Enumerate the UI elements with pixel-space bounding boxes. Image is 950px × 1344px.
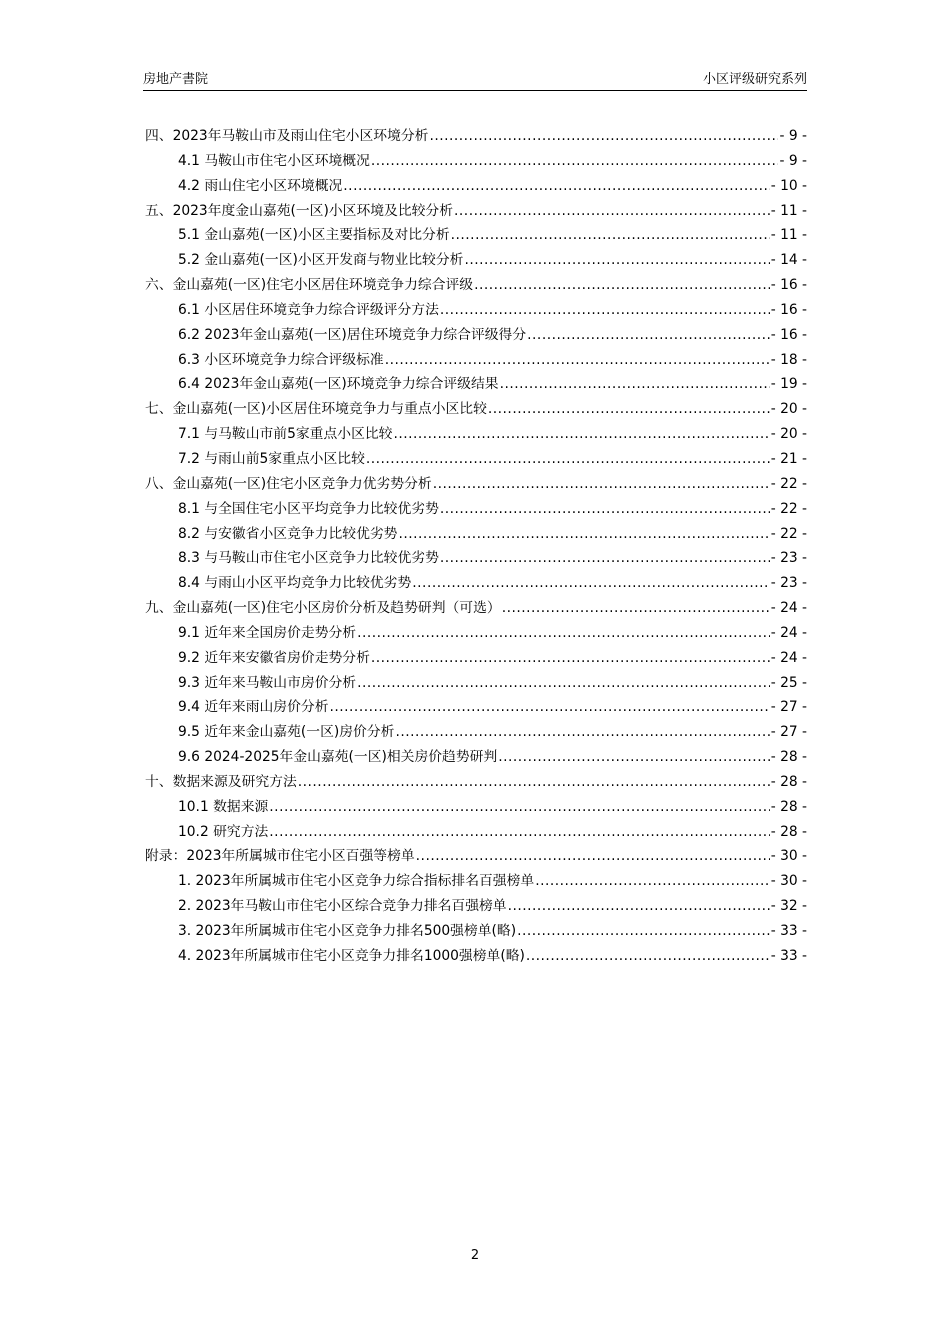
toc-entry-title: 9.1 近年来全国房价走势分析 — [178, 624, 357, 641]
toc-chapter-entry[interactable] — [145, 199, 807, 224]
toc-entry-page: - 20 - — [770, 426, 807, 443]
toc-entry-title: 8.2 与安徽省小区竞争力比较优劣势 — [178, 525, 398, 542]
toc-entry-title: 7.1 与马鞍山市前5家重点小区比较 — [178, 426, 393, 443]
toc-section-entry[interactable] — [145, 944, 807, 969]
toc-entry-page: - 27 - — [770, 699, 807, 716]
toc-dot-leader — [498, 745, 769, 770]
page-number: 2 — [470, 1248, 480, 1263]
toc-entry-page: - 24 - — [770, 649, 807, 666]
toc-dot-leader — [500, 372, 770, 397]
toc-entry-title: 6.2 2023年金山嘉苑(一区)居住环境竞争力综合评级得分 — [178, 326, 527, 343]
toc-chapter-entry[interactable] — [145, 124, 807, 149]
toc-dot-leader — [517, 919, 770, 944]
toc-entry-title: 3. 2023年所属城市住宅小区竞争力排名500强榜单(略) — [178, 923, 517, 939]
toc-entry-page: - 11 - — [770, 227, 807, 244]
toc-dot-leader — [393, 422, 769, 447]
toc-entry-page: - 24 - — [770, 600, 807, 617]
toc-dot-leader — [412, 571, 769, 596]
toc-dot-leader — [357, 621, 770, 646]
toc-dot-leader — [269, 795, 769, 820]
toc-section-entry[interactable] — [145, 869, 807, 894]
toc-chapter-entry[interactable] — [145, 472, 807, 497]
toc-entry-title: 10.2 研究方法 — [178, 823, 269, 840]
toc-entry-title: 4.2 雨山住宅小区环境概况 — [178, 177, 343, 194]
toc-dot-leader — [298, 770, 770, 795]
toc-entry-page: - 22 - — [770, 525, 807, 542]
toc-entry-page: - 14 - — [770, 252, 807, 269]
toc-entry-page: - 16 - — [770, 301, 807, 318]
toc-entry-page: - 9 - — [779, 128, 807, 144]
toc-dot-leader — [433, 472, 770, 497]
toc-dot-leader — [330, 695, 770, 720]
toc-entry-title: 九、金山嘉苑(一区)住宅小区房价分析及趋势研判（可选） — [145, 600, 501, 617]
toc-dot-leader — [371, 149, 779, 174]
toc-section-entry[interactable] — [145, 820, 807, 845]
toc-entry-page: - 22 - — [770, 500, 807, 517]
toc-chapter-entry[interactable] — [145, 397, 807, 422]
toc-entry-title: 9.5 近年来金山嘉苑(一区)房价分析 — [178, 724, 395, 741]
toc-entry-title: 4.1 马鞍山市住宅小区环境概况 — [178, 152, 370, 169]
toc-dot-leader — [343, 174, 769, 199]
toc-section-entry[interactable] — [145, 348, 807, 373]
toc-entry-page: - 23 - — [770, 550, 807, 567]
toc-entry-title: 6.1 小区居住环境竞争力综合评级评分方法 — [178, 301, 439, 318]
toc-section-entry[interactable] — [145, 149, 807, 174]
table-of-contents — [145, 124, 807, 969]
toc-dot-leader — [440, 298, 770, 323]
toc-entry-title: 9.4 近年来雨山房价分析 — [178, 699, 329, 716]
toc-entry-page: - 22 - — [770, 475, 807, 492]
toc-entry-page: - 30 - — [770, 848, 807, 865]
toc-entry-page: - 20 - — [770, 401, 807, 418]
toc-entry-page: - 24 - — [770, 624, 807, 641]
toc-dot-leader — [464, 248, 769, 273]
toc-section-entry[interactable] — [145, 522, 807, 547]
toc-entry-page: - 32 - — [770, 898, 807, 915]
toc-section-entry[interactable] — [145, 621, 807, 646]
toc-entry-title: 七、金山嘉苑(一区)小区居住环境竞争力与重点小区比较 — [145, 401, 487, 418]
toc-entry-title: 8.4 与雨山小区平均竞争力比较优劣势 — [178, 575, 412, 592]
toc-entry-title: 4. 2023年所属城市住宅小区竞争力排名1000强榜单(略) — [178, 947, 525, 964]
toc-chapter-entry[interactable] — [145, 273, 807, 298]
toc-entry-page: - 9 - — [779, 152, 807, 169]
toc-section-entry[interactable] — [145, 671, 807, 696]
toc-entry-title: 四、2023年马鞍山市及雨山住宅小区环境分析 — [145, 128, 429, 144]
toc-dot-leader — [527, 323, 770, 348]
toc-dot-leader — [371, 646, 770, 671]
toc-section-entry[interactable] — [145, 894, 807, 919]
toc-entry-title: 9.3 近年来马鞍山市房价分析 — [178, 674, 357, 691]
toc-section-entry[interactable] — [145, 720, 807, 745]
toc-chapter-entry[interactable] — [145, 596, 807, 621]
toc-dot-leader — [488, 397, 770, 422]
toc-entry-page: - 19 - — [770, 376, 807, 393]
toc-entry-page: - 33 - — [770, 947, 807, 964]
page-header — [143, 68, 807, 91]
toc-entry-page: - 23 - — [770, 575, 807, 592]
toc-section-entry[interactable] — [145, 422, 807, 447]
toc-dot-leader — [440, 497, 770, 522]
toc-entry-page: - 11 - — [770, 202, 807, 219]
toc-section-entry[interactable] — [145, 646, 807, 671]
toc-section-entry[interactable] — [145, 795, 807, 820]
toc-entry-page: - 33 - — [770, 923, 807, 939]
toc-entry-title: 2. 2023年马鞍山市住宅小区综合竞争力排名百强榜单 — [178, 898, 507, 915]
toc-dot-leader — [429, 124, 778, 149]
toc-section-entry[interactable] — [145, 248, 807, 273]
toc-dot-leader — [398, 522, 769, 547]
toc-dot-leader — [535, 869, 770, 894]
toc-dot-leader — [440, 546, 770, 571]
toc-dot-leader — [416, 844, 770, 869]
header-series-title: 小区评级研究系列 — [702, 72, 807, 87]
toc-section-entry[interactable] — [145, 695, 807, 720]
toc-entry-page: - 27 - — [770, 724, 807, 741]
toc-entry-page: - 18 - — [770, 351, 807, 368]
toc-dot-leader — [502, 596, 770, 621]
toc-dot-leader — [366, 447, 770, 472]
toc-entry-page: - 25 - — [770, 674, 807, 691]
toc-section-entry[interactable] — [145, 571, 807, 596]
toc-entry-title: 六、金山嘉苑(一区)住宅小区居住环境竞争力综合评级 — [145, 277, 474, 294]
toc-dot-leader — [451, 223, 770, 248]
toc-section-entry[interactable] — [145, 919, 807, 944]
toc-entry-title: 8.1 与全国住宅小区平均竞争力比较优劣势 — [178, 500, 439, 517]
toc-section-entry[interactable] — [145, 174, 807, 199]
toc-dot-leader — [454, 199, 770, 224]
header-publisher: 房地产書院 — [143, 72, 209, 87]
toc-entry-page: - 28 - — [770, 823, 807, 840]
toc-entry-title: 9.6 2024-2025年金山嘉苑(一区)相关房价趋势研判 — [178, 749, 498, 766]
toc-entry-title: 1. 2023年所属城市住宅小区竞争力综合指标排名百强榜单 — [178, 873, 535, 890]
toc-section-entry[interactable] — [145, 323, 807, 348]
toc-section-entry[interactable] — [145, 372, 807, 397]
toc-entry-title: 5.1 金山嘉苑(一区)小区主要指标及对比分析 — [178, 227, 450, 244]
toc-entry-title: 十、数据来源及研究方法 — [145, 773, 297, 790]
toc-entry-title: 9.2 近年来安徽省房价走势分析 — [178, 649, 370, 666]
toc-chapter-entry[interactable] — [145, 844, 807, 869]
toc-section-entry[interactable] — [145, 546, 807, 571]
toc-entry-page: - 30 - — [770, 873, 807, 890]
toc-entry-title: 五、2023年度金山嘉苑(一区)小区环境及比较分析 — [145, 202, 454, 219]
toc-dot-leader — [357, 671, 770, 696]
toc-entry-page: - 16 - — [770, 326, 807, 343]
toc-section-entry[interactable] — [145, 223, 807, 248]
toc-chapter-entry[interactable] — [145, 770, 807, 795]
toc-dot-leader — [269, 820, 769, 845]
toc-entry-page: - 10 - — [770, 177, 807, 194]
toc-entry-title: 8.3 与马鞍山市住宅小区竞争力比较优劣势 — [178, 550, 439, 567]
toc-dot-leader — [474, 273, 770, 298]
toc-section-entry[interactable] — [145, 298, 807, 323]
toc-entry-page: - 28 - — [770, 773, 807, 790]
toc-entry-page: - 28 - — [770, 749, 807, 766]
toc-section-entry[interactable] — [145, 447, 807, 472]
toc-dot-leader — [508, 894, 770, 919]
toc-entry-title: 6.3 小区环境竞争力综合评级标准 — [178, 351, 384, 368]
toc-dot-leader — [526, 944, 770, 969]
toc-entry-title: 附录：2023年所属城市住宅小区百强等榜单 — [145, 848, 415, 865]
toc-entry-title: 7.2 与雨山前5家重点小区比较 — [178, 450, 365, 467]
toc-entry-title: 5.2 金山嘉苑(一区)小区开发商与物业比较分析 — [178, 252, 464, 269]
toc-entry-title: 八、金山嘉苑(一区)住宅小区竞争力优劣势分析 — [145, 475, 432, 492]
toc-entry-title: 6.4 2023年金山嘉苑(一区)环境竞争力综合评级结果 — [178, 376, 499, 393]
toc-section-entry[interactable] — [145, 497, 807, 522]
toc-entry-title: 10.1 数据来源 — [178, 798, 269, 815]
toc-entry-page: - 16 - — [770, 277, 807, 294]
toc-dot-leader — [385, 348, 770, 373]
toc-dot-leader — [395, 720, 769, 745]
toc-entry-page: - 21 - — [770, 450, 807, 467]
toc-section-entry[interactable] — [145, 745, 807, 770]
toc-entry-page: - 28 - — [770, 798, 807, 815]
